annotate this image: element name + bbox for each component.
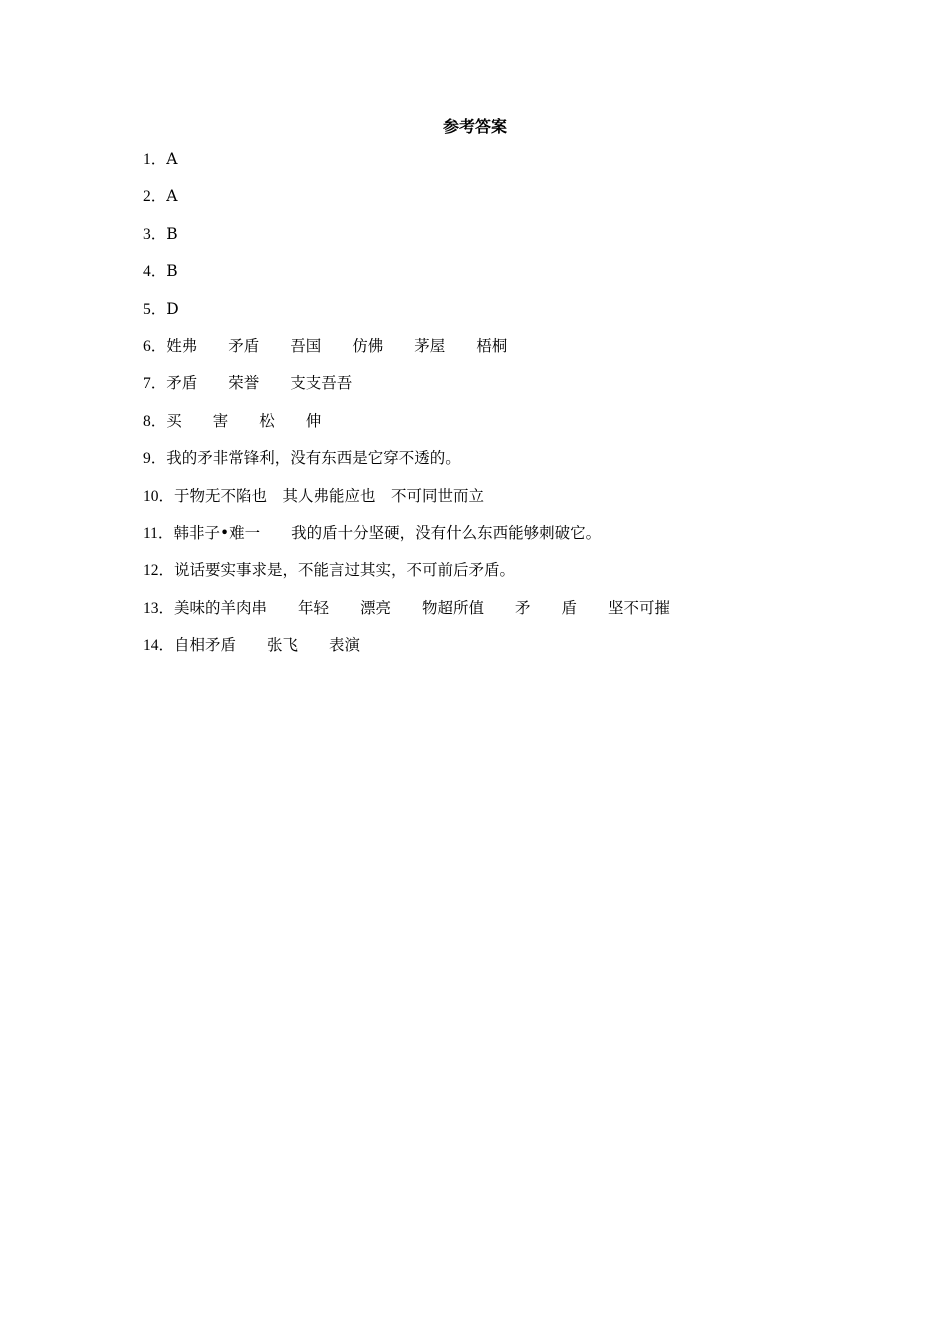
- answer-number: 7．: [143, 375, 167, 393]
- answer-item-2: [143, 184, 863, 221]
- answer-number: 4．: [143, 263, 167, 281]
- answer-text: 姓弗 矛盾 吾国 仿佛 茅屋 梧桐: [166, 336, 508, 355]
- answer-text: 自相矛盾 张飞 表演: [174, 636, 361, 655]
- answer-item-3: [143, 222, 863, 259]
- answer-text: A: [166, 187, 178, 206]
- answer-number: 5．: [143, 300, 167, 318]
- answer-number: 9．: [143, 450, 167, 468]
- answer-item-6: [143, 334, 863, 371]
- answer-item-12: [143, 558, 863, 595]
- answer-number: 12．: [143, 562, 175, 580]
- answer-text: 矛盾 荣誉 支支吾吾: [166, 374, 353, 393]
- answer-number: 2．: [143, 188, 167, 206]
- answer-item-13: [143, 596, 863, 633]
- answer-number: 6．: [143, 337, 167, 355]
- answer-text: 于物无不陷也 其人弗能应也 不可同世而立: [174, 486, 485, 505]
- answer-number: 11．: [143, 524, 174, 542]
- answer-item-5: [143, 297, 863, 334]
- page-title: 参考答案: [442, 117, 507, 136]
- answer-text: 说话要实事求是，不能言过其实，不可前后矛盾。: [174, 561, 516, 580]
- answer-number: 10．: [143, 487, 175, 505]
- answer-number: 14．: [143, 637, 175, 655]
- answer-text: B: [166, 224, 178, 243]
- answer-text: A: [166, 150, 178, 168]
- answer-item-1: [143, 147, 863, 184]
- answer-number: 8．: [143, 412, 167, 430]
- answer-item-14: [143, 633, 863, 670]
- answer-number: 1．: [143, 151, 167, 168]
- answer-text: 买 害 松 伸: [166, 411, 322, 430]
- answer-item-4: [143, 259, 863, 296]
- answer-item-10: [143, 484, 863, 521]
- answer-text: 美味的羊肉串 年轻 漂亮 物超所值 矛 盾 坚不可摧: [174, 598, 671, 617]
- answer-item-11: [143, 521, 863, 558]
- answer-list: [143, 147, 863, 670]
- answer-text: 韩非子•难一 我的盾十分坚硬，没有什么东西能够刺破它。: [173, 523, 602, 542]
- answer-text: D: [166, 299, 179, 318]
- answer-item-8: [143, 409, 863, 446]
- answer-item-9: [143, 446, 863, 483]
- answer-text: 我的矛非常锋利，没有东西是它穿不透的。: [166, 449, 461, 468]
- answer-number: 3．: [143, 225, 167, 243]
- answer-item-7: [143, 371, 863, 408]
- answer-number: 13．: [143, 599, 175, 617]
- answer-text: B: [166, 262, 178, 281]
